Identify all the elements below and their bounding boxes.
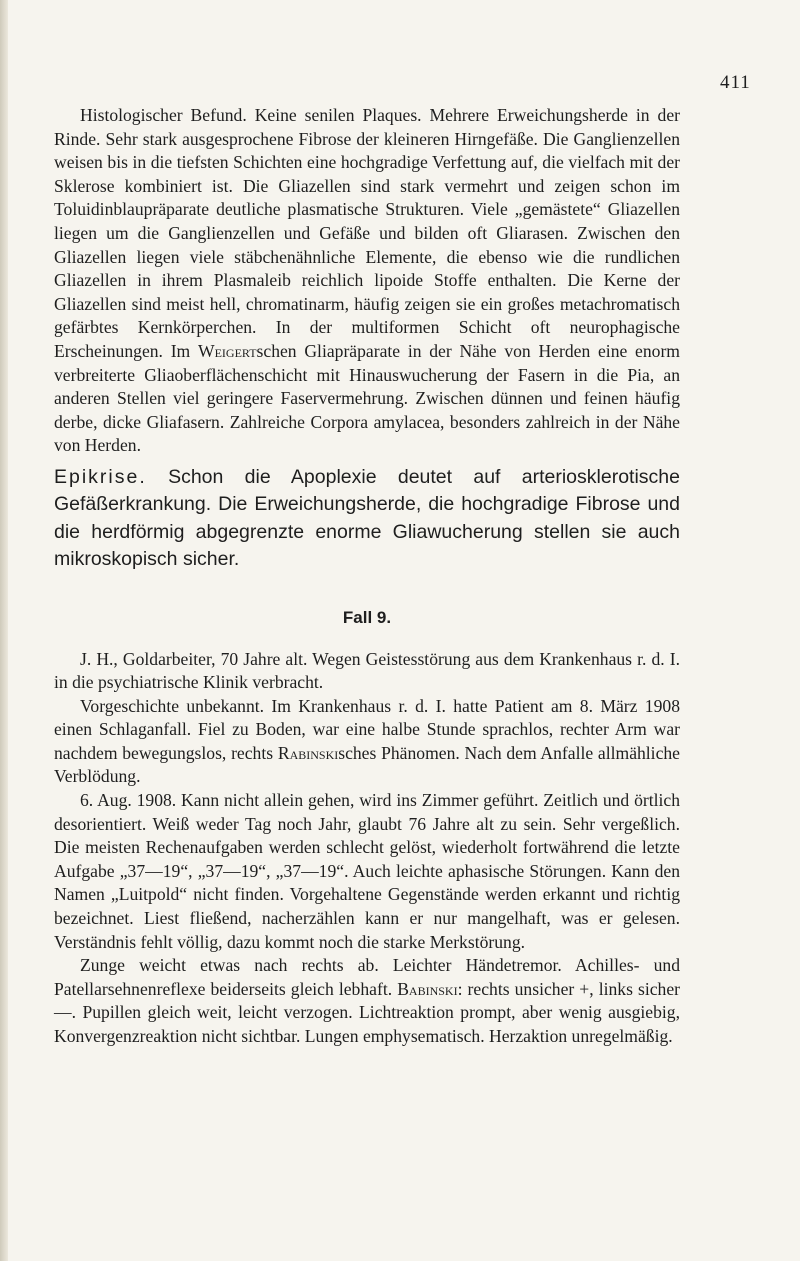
epikrise-paragraph bbox=[54, 464, 680, 574]
page-body bbox=[54, 104, 680, 1049]
exam-text-continued: : rechts unsicher +, links sicher —. Pupillen gleich weit, leicht verzogen. Lichtreaktion prompt, aber wenig ausgiebig, Konvergenzreaktion nicht sichtbar. Lungen emphysematisch. Herzaktion unregelmäßig. bbox=[54, 978, 680, 1046]
author-name-babinski: Babinski bbox=[397, 978, 458, 999]
neurological-exam-paragraph bbox=[54, 954, 680, 1048]
page-binding-edge bbox=[0, 0, 8, 1261]
case-title: Fall 9. bbox=[342, 607, 392, 627]
author-name-rabinski: Rabinski bbox=[277, 742, 339, 763]
august-exam-paragraph: 6. Aug. 1908. Kann nicht allein gehen, wird ins Zimmer geführt. Zeitlich und örtlich desorientiert. Weiß weder Tag noch Jahr, glaubt 76 Jahre alt zu sein. Sehr vergeßlich. Die meisten Rechenaufgaben werden schlecht gelöst, wiederholt fortwährend die letzte Aufgabe „37—19“, „37—19“, „37—19“. Auch leichte aphasische Störungen. Kann den Namen „Luitpold“ nicht finden. Vorgehaltene Gegenstände werden erkannt und richtig bezeichnet. Liest fließend, nacherzählen kann er nur mangelhaft, was er gelesen. Verständnis fehlt völlig, dazu kommt noch die starke Merkstörung. bbox=[54, 790, 680, 952]
page-number: 411 bbox=[720, 72, 751, 93]
exam-text: Zunge weicht etwas nach rechts ab. Leichter Händetremor. Achilles- und Patellarsehnenreflexe beiderseits gleich lebhaft. bbox=[54, 955, 680, 999]
history-text-continued: sches Phänomen. Nach dem Anfalle allmähliche Verblödung. bbox=[54, 742, 680, 787]
histology-text-continued: schen Gliapräparate in der Nähe von Herden eine enorm verbreiterte Gliaoberflächenschicht mit Hinauswucherung der Fasern in die Pia, an anderen Stellen viel geringere Faservermehrung. Zwischen dünnen und feinen häufig derbe, dicke Gliafasern. Zahlreiche Corpora amylacea, besonders zahlreich in der Nähe von Herden. bbox=[54, 340, 680, 456]
history-text: Vorgeschichte unbekannt. Im Krankenhaus r. d. I. hatte Patient am 8. März 1908 einen Schlaganfall. Fiel zu Boden, war eine halbe Stunde sprachlos, rechter Arm war nachdem bewegungslos, rechts bbox=[54, 695, 680, 763]
epikrise-label: Epikrise. bbox=[54, 465, 147, 488]
epikrise-text: Schon die Apoplexie deutet auf arteriosklerotische Gefäßerkrankung. Die Erweichungsherde, die hochgradige Fibrose und die herdförmig abgegrenzte enorme Gliawucherung stellen sie auch mikroskopisch sicher. bbox=[54, 465, 680, 571]
history-paragraph bbox=[54, 695, 680, 789]
author-name-weigert: Weigert bbox=[198, 340, 257, 361]
histology-lead: Histologischer Befund. bbox=[80, 105, 247, 125]
histology-text: Keine senilen Plaques. Mehrere Erweichungsherde in der Rinde. Sehr stark ausgesprochene Fibrose der kleineren Hirngefäße. Die Ganglienzellen weisen bis in die tiefsten Schichten eine hochgradige Verfettung auf, die vielfach mit der Sklerose kombiniert ist. Die Gliazellen sind stark vermehrt und zeigen schon im Toluidinblaupräparate deutliche plasmatische Strukturen. Viele „gemästete“ Gliazellen liegen um die Ganglienzellen und Gefäße und bilden oft Gliarasen. Zwischen den Gliazellen liegen viele stäbchenähnliche Elemente, die ebenso wie die rundlichen Gliazellen in ihrem Plasmaleib reichlich lipoide Stoffe enthalten. Die Kerne der Gliazellen sind meist hell, chromatinarm, häufig zeigen sie ein großes metachromatisch gefärbtes Kernkörperchen. In der multiformen Schicht oft neurophagische Erscheinungen. Im bbox=[54, 105, 680, 361]
histology-paragraph bbox=[54, 104, 680, 458]
patient-paragraph: J. H., Goldarbeiter, 70 Jahre alt. Wegen Geistesstörung aus dem Krankenhaus r. d. I. in die psychiatrische Klinik verbracht. bbox=[54, 648, 680, 693]
